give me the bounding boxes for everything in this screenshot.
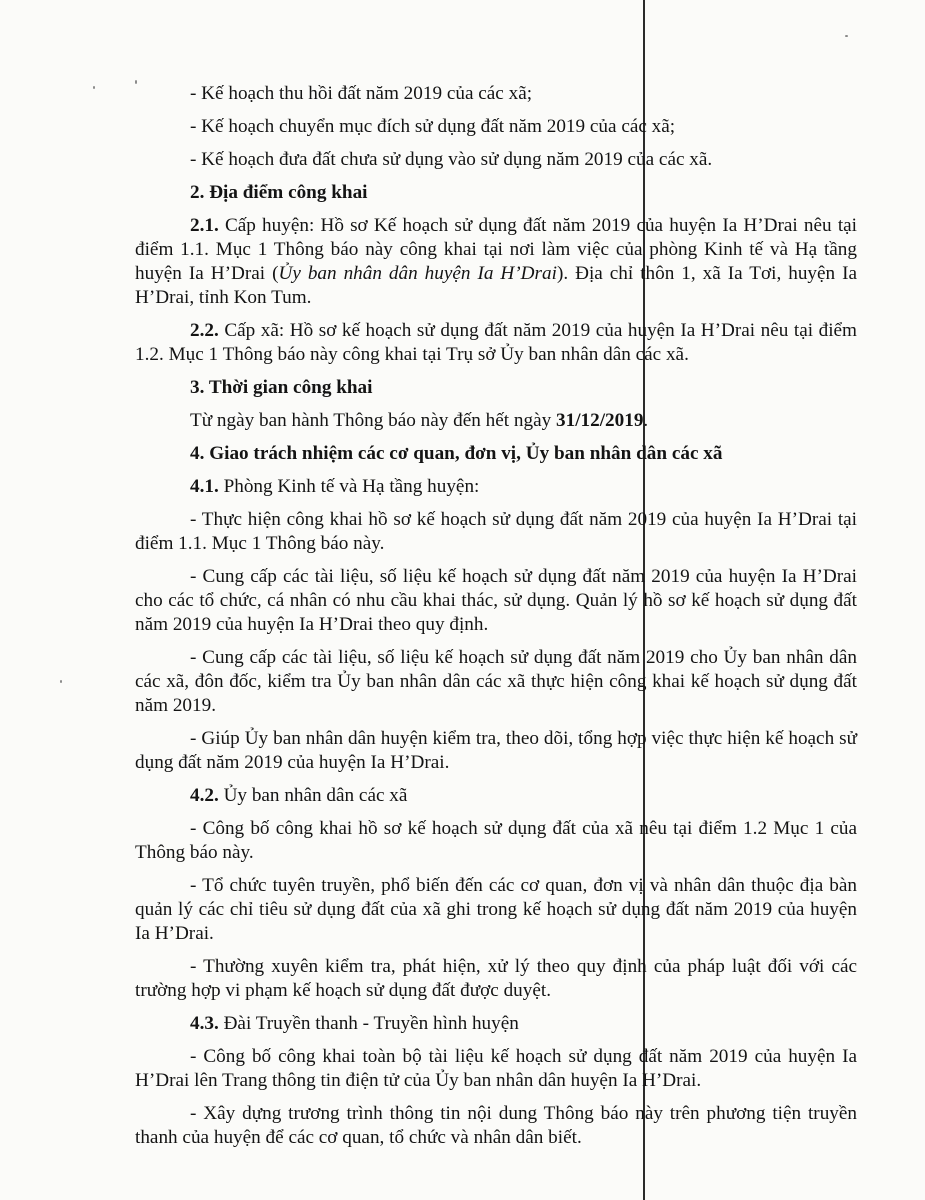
list-item: - Thực hiện công khai hồ sơ kế hoạch sử dụng đất năm 2019 của huyện Ia H’Drai tại điểm 1.1. Mục 1 Thông báo này. xyxy=(135,509,857,554)
list-item: - Kế hoạch chuyển mục đích sử dụng đất năm 2019 của các xã; xyxy=(190,116,676,137)
subsection-title-text: Ủy ban nhân dân các xã xyxy=(218,785,408,806)
clause-number: 4.1. xyxy=(190,476,219,497)
paragraph-text: ). Địa chỉ thôn 1, xã Ia Tơi, huyện Ia H’Drai, tỉnh Kon Tum. xyxy=(135,263,858,308)
list-item: - Kế hoạch đưa đất chưa sử dụng vào sử dụng năm 2019 của các xã. xyxy=(190,149,713,170)
clause-number: 4.3. xyxy=(190,1013,219,1034)
paragraph-text: . xyxy=(643,410,649,431)
paragraph-text: Từ ngày ban hành Thông báo này đến hết ngày xyxy=(190,410,556,431)
list-item: - Giúp Ủy ban nhân dân huyện kiểm tra, theo dõi, tổng hợp việc thực hiện kế hoạch sử dụng đất năm 2019 của huyện Ia H’Drai. xyxy=(135,728,857,773)
paragraph-text: Cấp xã: Hồ sơ kế hoạch sử dụng đất năm 2019 của huyện Ia H’Drai nêu tại điểm 1.2. Mục 1 Thông báo này công khai tại Trụ sở Ủy ban nhân dân các xã. xyxy=(135,320,857,365)
section-heading: 2. Địa điểm công khai xyxy=(190,182,368,203)
document-body xyxy=(135,82,857,1159)
list-item: - Tổ chức tuyên truyền, phổ biến đến các cơ quan, đơn vị và nhân dân thuộc địa bàn quản lý các chỉ tiêu sử dụng đất của xã ghi trong kế hoạch sử dụng đất năm 2019 của huyện Ia H’Drai. xyxy=(135,875,857,944)
deadline-date: 31/12/2019 xyxy=(556,410,644,431)
subsection-title-text: Phòng Kinh tế và Hạ tầng huyện: xyxy=(218,476,480,497)
clause-number: 2.2. xyxy=(190,320,219,341)
paragraph-3 xyxy=(135,409,857,433)
paragraph-2-2 xyxy=(135,319,857,367)
list-item: - Cung cấp các tài liệu, số liệu kế hoạch sử dụng đất năm 2019 của huyện Ia H’Drai cho các tổ chức, cá nhân có nhu cầu khai thác, sử dụng. Quản lý hồ sơ kế hoạch sử dụng đất năm 2019 của huyện Ia H’Drai theo quy định. xyxy=(135,566,857,635)
list-item: - Công bố công khai hồ sơ kế hoạch sử dụng đất của xã nêu tại điểm 1.2 Mục 1 của Thông báo này. xyxy=(135,818,857,863)
subsection-title-text: Đài Truyền thanh - Truyền hình huyện xyxy=(218,1013,519,1034)
clause-number: 4.2. xyxy=(190,785,219,806)
list-item: - Kế hoạch thu hồi đất năm 2019 của các xã; xyxy=(190,83,533,104)
subsection-title xyxy=(135,784,857,808)
section-heading: 4. Giao trách nhiệm các cơ quan, đơn vị, Ủy ban nhân dân các xã xyxy=(190,443,723,464)
list-item: - Cung cấp các tài liệu, số liệu kế hoạch sử dụng đất năm 2019 cho Ủy ban nhân dân các xã, đôn đốc, kiểm tra Ủy ban nhân dân các xã thực hiện công khai kế hoạch sử dụng đất năm 2019. xyxy=(135,647,857,716)
subsection-title xyxy=(135,1012,857,1036)
list-item: - Công bố công khai toàn bộ tài liệu kế hoạch sử dụng đất năm 2019 của huyện Ia H’Drai lên Trang thông tin điện tử của Ủy ban nhân dân huyện Ia H’Drai. xyxy=(135,1046,857,1091)
scan-speck xyxy=(845,35,848,37)
scan-speck xyxy=(93,86,95,89)
list-item: - Xây dựng trương trình thông tin nội dung Thông báo này trên phương tiện truyền thanh của huyện để các cơ quan, tổ chức và nhân dân biết. xyxy=(135,1103,857,1148)
paragraph-text: Cấp huyện: Hồ sơ Kế hoạch sử dụng đất năm 2019 của huyện Ia H’Drai nêu tại điểm 1.1. Mục 1 Thông báo này công khai tại nơi làm việc của phòng Kinh tế và Hạ tầng huyện Ia H’Drai ( xyxy=(135,215,857,284)
paragraph-2-1 xyxy=(135,214,857,310)
clause-number: 2.1. xyxy=(190,215,219,236)
scan-speck xyxy=(60,680,62,683)
subsection-title xyxy=(135,475,857,499)
paragraph-italic-text: Ủy ban nhân dân huyện Ia H’Drai xyxy=(278,263,557,284)
list-item: - Thường xuyên kiểm tra, phát hiện, xử lý theo quy định của pháp luật đối với các trường hợp vi phạm kế hoạch sử dụng đất được duyệt. xyxy=(135,956,857,1001)
section-heading: 3. Thời gian công khai xyxy=(190,377,373,398)
